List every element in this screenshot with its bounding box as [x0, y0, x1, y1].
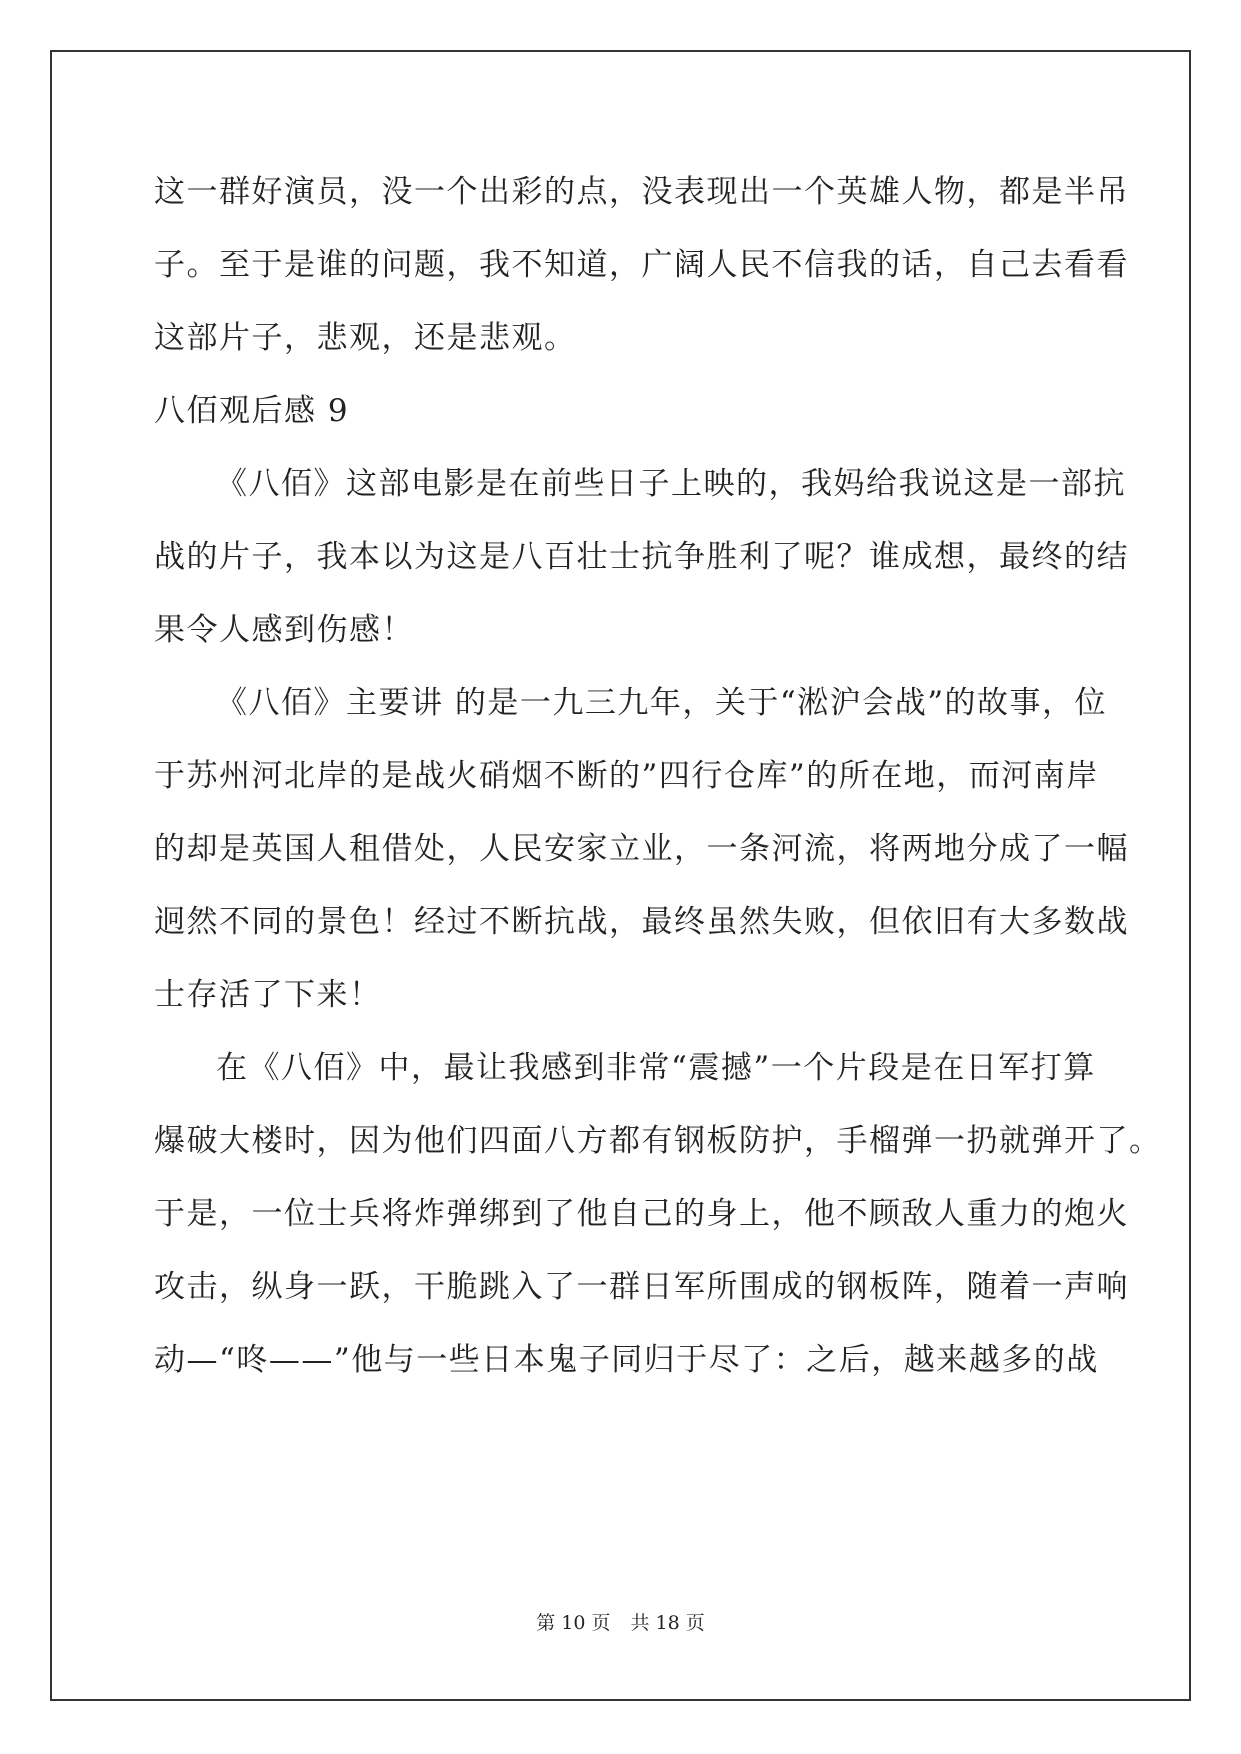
- body-text-line: 于是，一位士兵将炸弹绑到了他自己的身上，他不顾敌人重力的炮火: [154, 1196, 1129, 1232]
- body-text-line: 士存活了下来！: [154, 977, 382, 1013]
- page-total: 共 18 页: [630, 1612, 705, 1634]
- body-text-line: 动—“咚——”他与一些日本鬼子同归于尽了：之后，越来越多的战: [154, 1342, 1099, 1378]
- body-text-line: 的却是英国人租借处，人民安家立业，一条河流，将两地分成了一幅: [154, 831, 1129, 867]
- section-heading: 八佰观后感 9: [154, 393, 350, 429]
- body-text-line: 迥然不同的景色！经过不断抗战，最终虽然失败，但依旧有大多数战: [154, 904, 1129, 940]
- paragraph-first-line: 《八佰》主要讲 的是一九三九年，关于“淞沪会战”的故事，位: [216, 685, 1108, 721]
- body-text-line: 这一群好演员，没一个出彩的点，没表现出一个英雄人物，都是半吊: [154, 174, 1129, 210]
- body-text-line: 子。至于是谁的问题，我不知道，广阔人民不信我的话，自己去看看: [154, 247, 1129, 283]
- paragraph-first-line: 《八佰》这部电影是在前些日子上映的，我妈给我说这是一部抗: [216, 466, 1126, 502]
- body-text-line: 果令人感到伤感！: [154, 612, 414, 648]
- page-number: 第 10 页: [536, 1612, 611, 1634]
- body-text-line: 爆破大楼时，因为他们四面八方都有钢板防护，手榴弹一扔就弹开了。: [154, 1123, 1162, 1159]
- body-text-line: 于苏州河北岸的是战火硝烟不断的”四行仓库”的所在地，而河南岸: [154, 758, 1099, 794]
- paragraph-first-line: 在《八佰》中，最让我感到非常“震撼”一个片段是在日军打算: [216, 1050, 1096, 1086]
- page-border: [50, 50, 1191, 1701]
- body-text-line: 这部片子，悲观，还是悲观。: [154, 320, 577, 356]
- body-text-line: 攻击，纵身一跃，干脆跳入了一群日军所围成的钢板阵，随着一声响: [154, 1269, 1129, 1305]
- page-footer: [0, 1608, 1241, 1638]
- body-text-line: 战的片子，我本以为这是八百壮士抗争胜利了呢？谁成想，最终的结: [154, 539, 1129, 575]
